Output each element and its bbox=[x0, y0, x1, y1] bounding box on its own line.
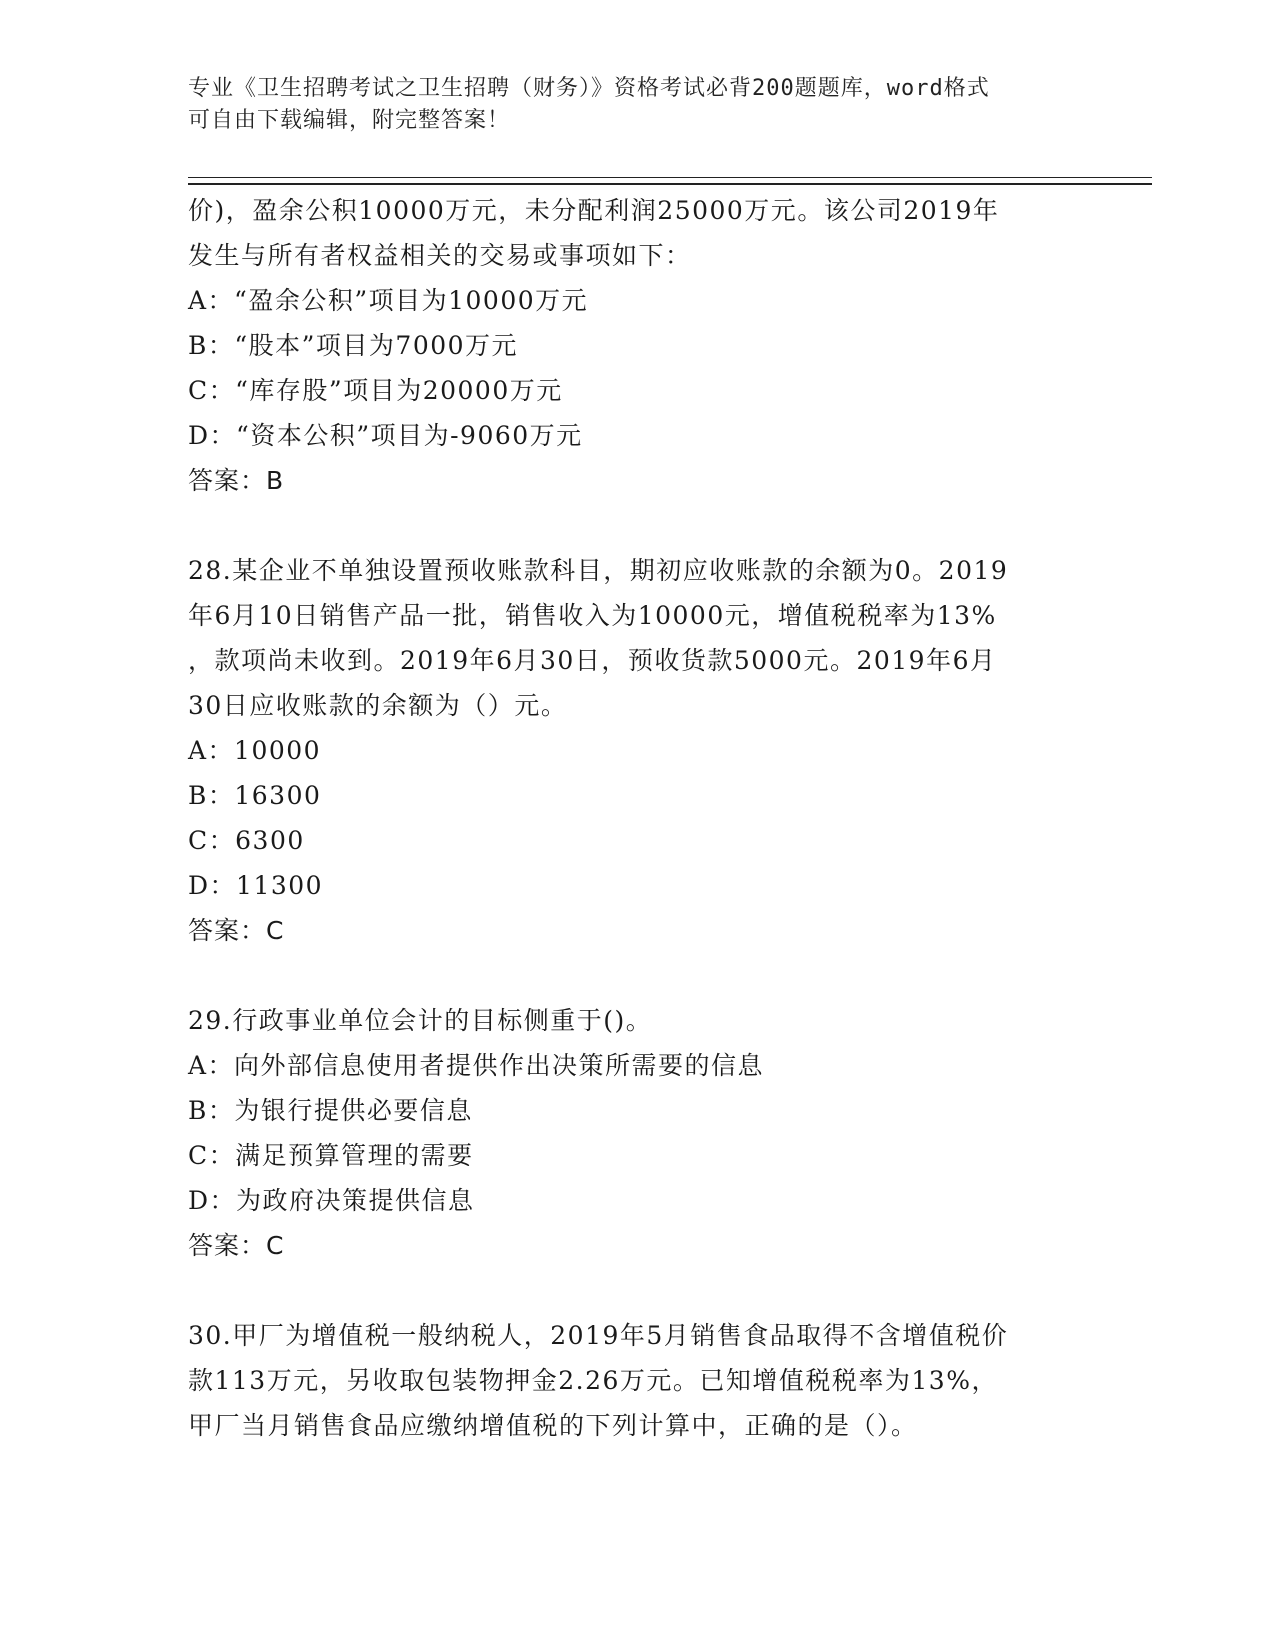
question-text-line: 30日应收账款的余额为（）元。 bbox=[188, 691, 568, 720]
question-text-line: 价)，盈余公积10000万元，未分配利润25000万元。该公司2019年 bbox=[188, 196, 1000, 225]
question-29 bbox=[188, 998, 1108, 1268]
option-d: D：“资本公积”项目为-9060万元 bbox=[188, 421, 583, 450]
option-c: C：“库存股”项目为20000万元 bbox=[188, 376, 563, 405]
question-text-line: 28.某企业不单独设置预收账款科目，期初应收账款的余额为0。2019 bbox=[188, 556, 1009, 585]
option-c: C：满足预算管理的需要 bbox=[188, 1141, 474, 1170]
option-d: D：11300 bbox=[188, 871, 324, 900]
header-divider bbox=[188, 177, 1152, 185]
header-line-2: 可自由下载编辑，附完整答案！ bbox=[188, 108, 511, 133]
question-text-line: 甲厂当月销售食品应缴纳增值税的下列计算中，正确的是（）。 bbox=[188, 1411, 918, 1440]
option-c: C：6300 bbox=[188, 826, 305, 855]
option-b: B：16300 bbox=[188, 781, 322, 810]
header-line-1: 专业《卫生招聘考试之卫生招聘（财务）》资格考试必背200题题库，word格式 bbox=[188, 76, 990, 101]
spacer bbox=[188, 953, 1108, 998]
page-header bbox=[188, 73, 1068, 137]
option-a: A：向外部信息使用者提供作出决策所需要的信息 bbox=[188, 1051, 765, 1080]
spacer bbox=[188, 1268, 1108, 1313]
option-a: A：10000 bbox=[188, 736, 322, 765]
option-a: A：“盈余公积”项目为10000万元 bbox=[188, 286, 589, 315]
option-d: D：为政府决策提供信息 bbox=[188, 1186, 475, 1215]
question-text-line: ，款项尚未收到。2019年6月30日，预收货款5000元。2019年6月 bbox=[188, 646, 997, 675]
question-text-line: 年6月10日销售产品一批，销售收入为10000元，增值税税率为13% bbox=[188, 601, 997, 630]
question-28 bbox=[188, 548, 1108, 953]
question-text-line: 30.甲厂为增值税一般纳税人，2019年5月销售食品取得不含增值税价 bbox=[188, 1321, 1009, 1350]
document-body bbox=[188, 188, 1108, 1448]
spacer bbox=[188, 503, 1108, 548]
option-b: B：“股本”项目为7000万元 bbox=[188, 331, 519, 360]
answer-line: 答案：C bbox=[188, 916, 285, 945]
question-27 bbox=[188, 188, 1108, 503]
question-30 bbox=[188, 1313, 1108, 1448]
answer-line: 答案：C bbox=[188, 1231, 285, 1260]
question-text-line: 发生与所有者权益相关的交易或事项如下： bbox=[188, 241, 692, 270]
question-text-line: 款113万元，另收取包装物押金2.26万元。已知增值税税率为13%， bbox=[188, 1366, 998, 1395]
answer-line: 答案：B bbox=[188, 466, 285, 495]
option-b: B：为银行提供必要信息 bbox=[188, 1096, 473, 1125]
question-text-line: 29.行政事业单位会计的目标侧重于()。 bbox=[188, 1006, 653, 1035]
